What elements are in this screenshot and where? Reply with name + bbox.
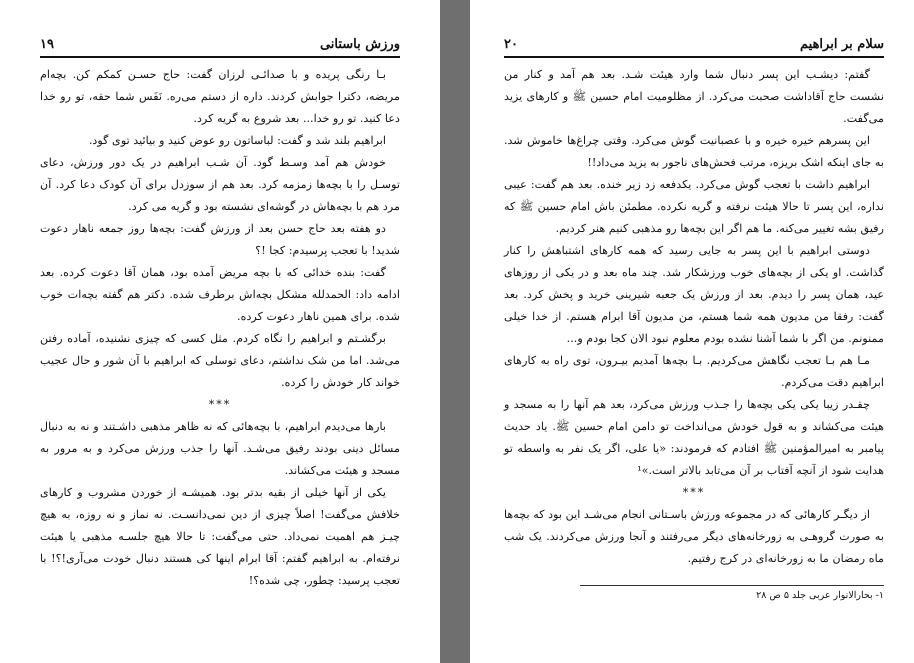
paragraph: چقـدر زیبا یکی یکی بچه‌ها را جـذب ورزش می‌کرد، بعد هم آنها را به مسجد و هیئت می‌کشاند و به قول خودش می‌انداخت تو دامن امام حسین ﷺ. یاد حدیث پیامبر به امیرالمؤمنین ﷺ افتادم که فرمودند: «یا علی، اگر یک نفر به واسطه تو هدایت شود از آنچه آفتاب بر آن می‌تابد بالاتر است.»¹: [504, 398, 884, 477]
paragraph: این پسرهم خیره خیره و با عصبانیت گوش می‌کرد. وقتی چراغ‌ها خاموش شد. به جای اینکه اشک بریزه، مرتب فحش‌های ناجور به یزید می‌داد!!: [504, 134, 884, 169]
right-page-number: ۲۰: [504, 37, 518, 52]
paragraph: از دیگـر کارهائی که در مجموعه ورزش باسـتانی انجام می‌شـد این بود که بچه‌ها به صورت گروهـی به زورخانه‌های دیگر می‌رفتند و آنجا ورزش می‌کردند. یک شب ماه رمضان ما به زورخانه‌ای در کرج رفتیم.: [504, 508, 884, 565]
paragraph: خودش هم آمد وسـط گود. آن شـب ابراهیم در یک دور ورزش، دعای توسـل را با بچه‌ها زمزمه کرد. بعد هم از سوزدل برای آن کودک دعا کرد. آن مرد هم با بچه‌هاش در گوشه‌ای نشسته بود و گریه می کرد.: [40, 156, 400, 213]
left-page-body: [40, 64, 400, 592]
paragraph: گفتم: دیشـب این پسر دنبال شما وارد هیئت شـد. بعد هم آمد و کنار من نشست حاج آقاداشت صحبت می‌کرد. از مظلومیت امام حسین ﷺ و کارهای یزید می‌گفت.: [504, 68, 884, 125]
left-page-number: ۱۹: [40, 37, 54, 52]
paragraph: یکی از آنها خیلی از بقیه بدتر بود. همیشـه از خوردن مشروب و کارهای خلافش می‌گفت! اصلاً چیزی از دین نمی‌دانسـت. نه نماز و نه روزه، به هیچ چیـز هم اهمیت نمی‌داد. حتی می‌گفت: تا حالا هیچ جلسـه مذهبی یا هیئت نرفته‌ام. به ابراهیم گفتم: آقا ابرام اینها کی هستند دنبال خودت می‌آری!؟! با تعجب پرسید: چطور، چی شده؟!: [40, 486, 400, 587]
paragraph: بـا رنگی پریده و با صدائـی لرزان گفت: حاج حسـن کمکم کن. بچه‌ام مریضه، دکترا جوابش کردند. داره از دستم می‌ره. نَفَس شما حقه، تو رو خدا دعا کنید. تو رو خدا... بعد شروع به گریه کرد.: [40, 68, 400, 125]
paragraph: گفت: بنده خدائی که با بچه مریض آمده بود، همان آقا دعوت کرده. بعد ادامه داد: الحمدلله مشکل بچه‌اش برطرف شده. دکتر هم گفته بچه‌ات خوب شده. برای همین ناهار دعوت کرده.: [40, 266, 400, 323]
left-page-title: ورزش باستانی: [319, 37, 400, 52]
right-page-header: [504, 30, 884, 52]
paragraph: دو هفته بعد حاج حسن بعد از ورزش گفت: بچه‌ها روز جمعه ناهار دعوت شدید! با تعجب پرسیدم: کجا !؟: [40, 222, 400, 257]
right-page-body: [504, 64, 884, 570]
footnote: ۱- بحارالانوار عربی جلد ۵ ص ۲۸: [756, 590, 884, 601]
right-header-rule: [504, 56, 884, 58]
footnote-rule: [580, 585, 884, 586]
left-header-rule: [40, 56, 400, 58]
right-page: [470, 0, 914, 663]
left-page: [0, 0, 440, 663]
paragraph: ابراهیم داشت با تعجب گوش می‌کرد. یکدفعه زد زیر خنده. بعد هم گفت: عیبی نداره، این پسر تا حالا هیئت نرفته و گریه نکرده. مطمئن باش امام حسین ﷺ که رفیق بشه تغییر می‌کنه. ما هم اگر این بچه‌ها رو مذهبی کنیم هنر کردیم.: [504, 178, 884, 235]
paragraph: دوستی ابراهیم با این پسر به جایی رسید که همه کارهای اشتباهش را کنار گذاشت. او یکی از بچه‌های خوب ورزشکار شد. چند ماه بعد و در یکی از روزهای عید، همان پسر را دیدم. بعد از ورزش یک جعبه شیرینی خرید و پخش کرد. بعد گفت: رفقا من مدیون همه شما هستم، من مدیون آقا ابرام هستم. از خدا خیلی ممنونم. من اگر با شما آشنا نشده بودم معلوم نبود الان کجا بودم و...: [504, 244, 884, 345]
paragraph: مـا هم بـا تعجب نگاهش می‌کردیم. بـا بچه‌ها آمدیم بیـرون، توی راه به کارهای ابراهیم دقت می‌کردم.: [504, 354, 884, 389]
paragraph: ابراهیم بلند شد و گفت: لباساتون رو عوض کنید و بیائید توی گود.: [88, 134, 386, 147]
left-page-header: [40, 30, 400, 52]
paragraph: برگشـتم و ابراهیم را نگاه کردم. مثل کسی که چیزی نشنیده، آماده رفتن می‌شد. اما من شک نداشتم، دعای توسلی که ابراهیم با آن شور و حال عجیب خواند کار خودش را کرده.: [40, 332, 400, 389]
section-separator: ***: [208, 398, 232, 411]
paragraph: بارها می‌دیدم ابراهیم، با بچه‌هائی که نه ظاهر مذهبی داشـتند و نه به دنبال مسائل دینی بودند رفیق می‌شـد. آنها را جذب ورزش می‌کرد و به مرور به مسجد و هیئت می‌کشاند.: [40, 420, 400, 477]
book-gutter: [440, 0, 470, 663]
section-separator: ***: [682, 486, 706, 499]
right-page-title: سلام بر ابراهیم: [800, 37, 884, 52]
